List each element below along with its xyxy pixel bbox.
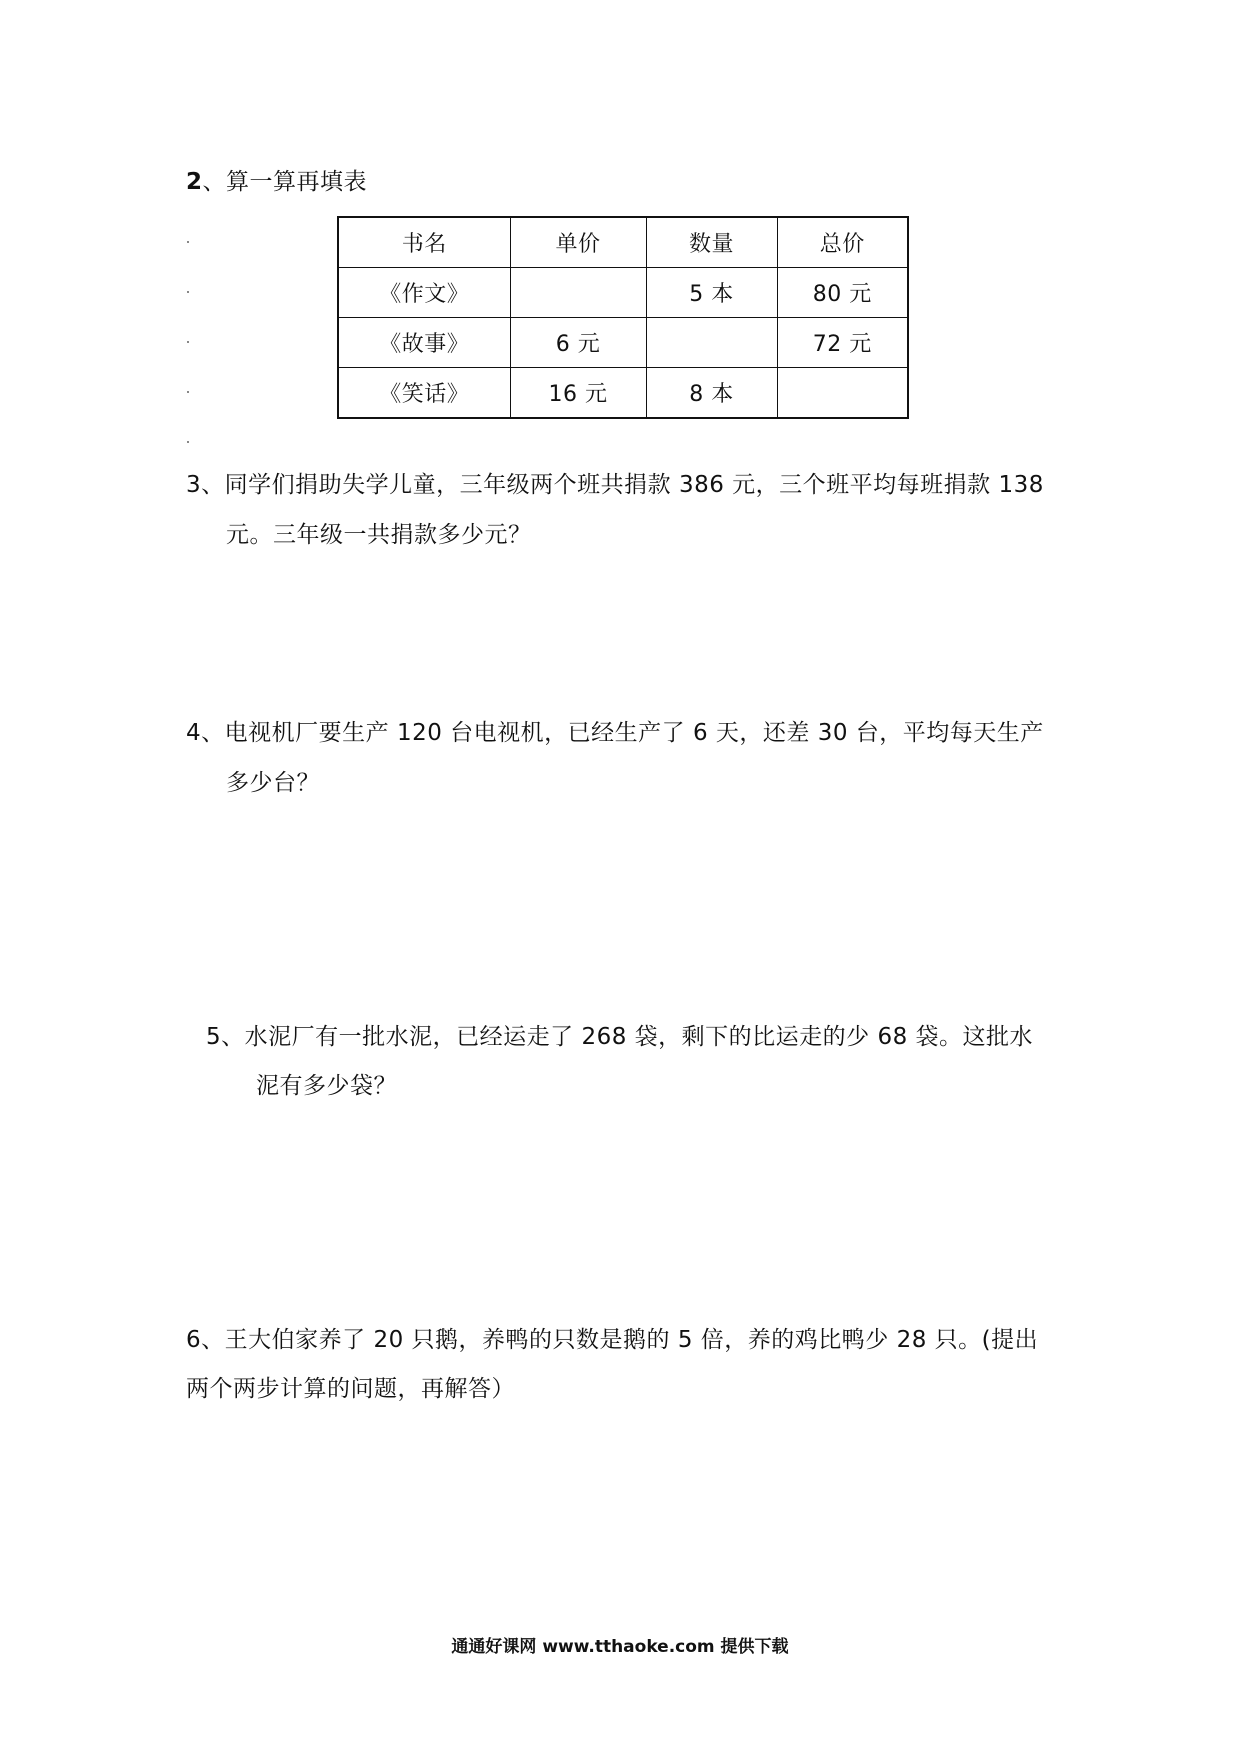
question-3-line-1: 3、同学们捐助失学儿童，三年级两个班共捐款 386 元，三个班平均每班捐款 138 (186, 472, 1044, 498)
question-6-line-1: 6、王大伯家养了 20 只鹅，养鸭的只数是鹅的 5 倍，养的鸡比鸭少 28 只。(提出 (186, 1327, 1039, 1353)
table-row (338, 368, 908, 419)
question-2-title: 算一算再填表 (226, 169, 368, 195)
header-quantity: 数量 (646, 217, 777, 268)
question-2-heading (186, 167, 367, 197)
cell-book-name: 《笑话》 (338, 368, 510, 419)
header-total-price: 总价 (777, 217, 908, 268)
cell-quantity-blank[interactable] (646, 318, 777, 368)
margin-mark (187, 341, 189, 343)
cell-unit-price: 6 元 (510, 318, 646, 368)
cell-unit-price: 16 元 (510, 368, 646, 419)
table-header-row (338, 217, 908, 268)
cell-book-name: 《故事》 (338, 318, 510, 368)
book-price-table (337, 216, 909, 419)
cell-unit-price-blank[interactable] (510, 268, 646, 318)
question-5-line-2: 泥有多少袋？ (256, 1073, 397, 1099)
cell-quantity: 8 本 (646, 368, 777, 419)
footer-source-note: 通通好课网 www.tthaoke.com 提供下载 (451, 1637, 789, 1657)
cell-total-price-blank[interactable] (777, 368, 908, 419)
table-row (338, 318, 908, 368)
table-row (338, 268, 908, 318)
cell-book-name: 《作文》 (338, 268, 510, 318)
question-3-line-2: 元。三年级一共捐款多少元？ (226, 522, 532, 548)
question-4-line-2: 多少台？ (226, 770, 320, 796)
cell-quantity: 5 本 (646, 268, 777, 318)
margin-mark (187, 441, 189, 443)
question-6-line-2: 两个两步计算的问题，再解答） (186, 1376, 515, 1402)
header-unit-price: 单价 (510, 217, 646, 268)
cell-total-price: 80 元 (777, 268, 908, 318)
margin-mark (187, 241, 189, 243)
margin-mark (187, 291, 189, 293)
question-4-line-1: 4、电视机厂要生产 120 台电视机，已经生产了 6 天，还差 30 台，平均每天生产 (186, 720, 1044, 746)
question-5-line-1: 5、水泥厂有一批水泥，已经运走了 268 袋，剩下的比运走的少 68 袋。这批水 (206, 1024, 1034, 1050)
header-book-name: 书名 (338, 217, 510, 268)
cell-total-price: 72 元 (777, 318, 908, 368)
question-2-number: 2 (186, 169, 203, 195)
question-2-separator: 、 (202, 169, 227, 195)
margin-mark (187, 391, 189, 393)
